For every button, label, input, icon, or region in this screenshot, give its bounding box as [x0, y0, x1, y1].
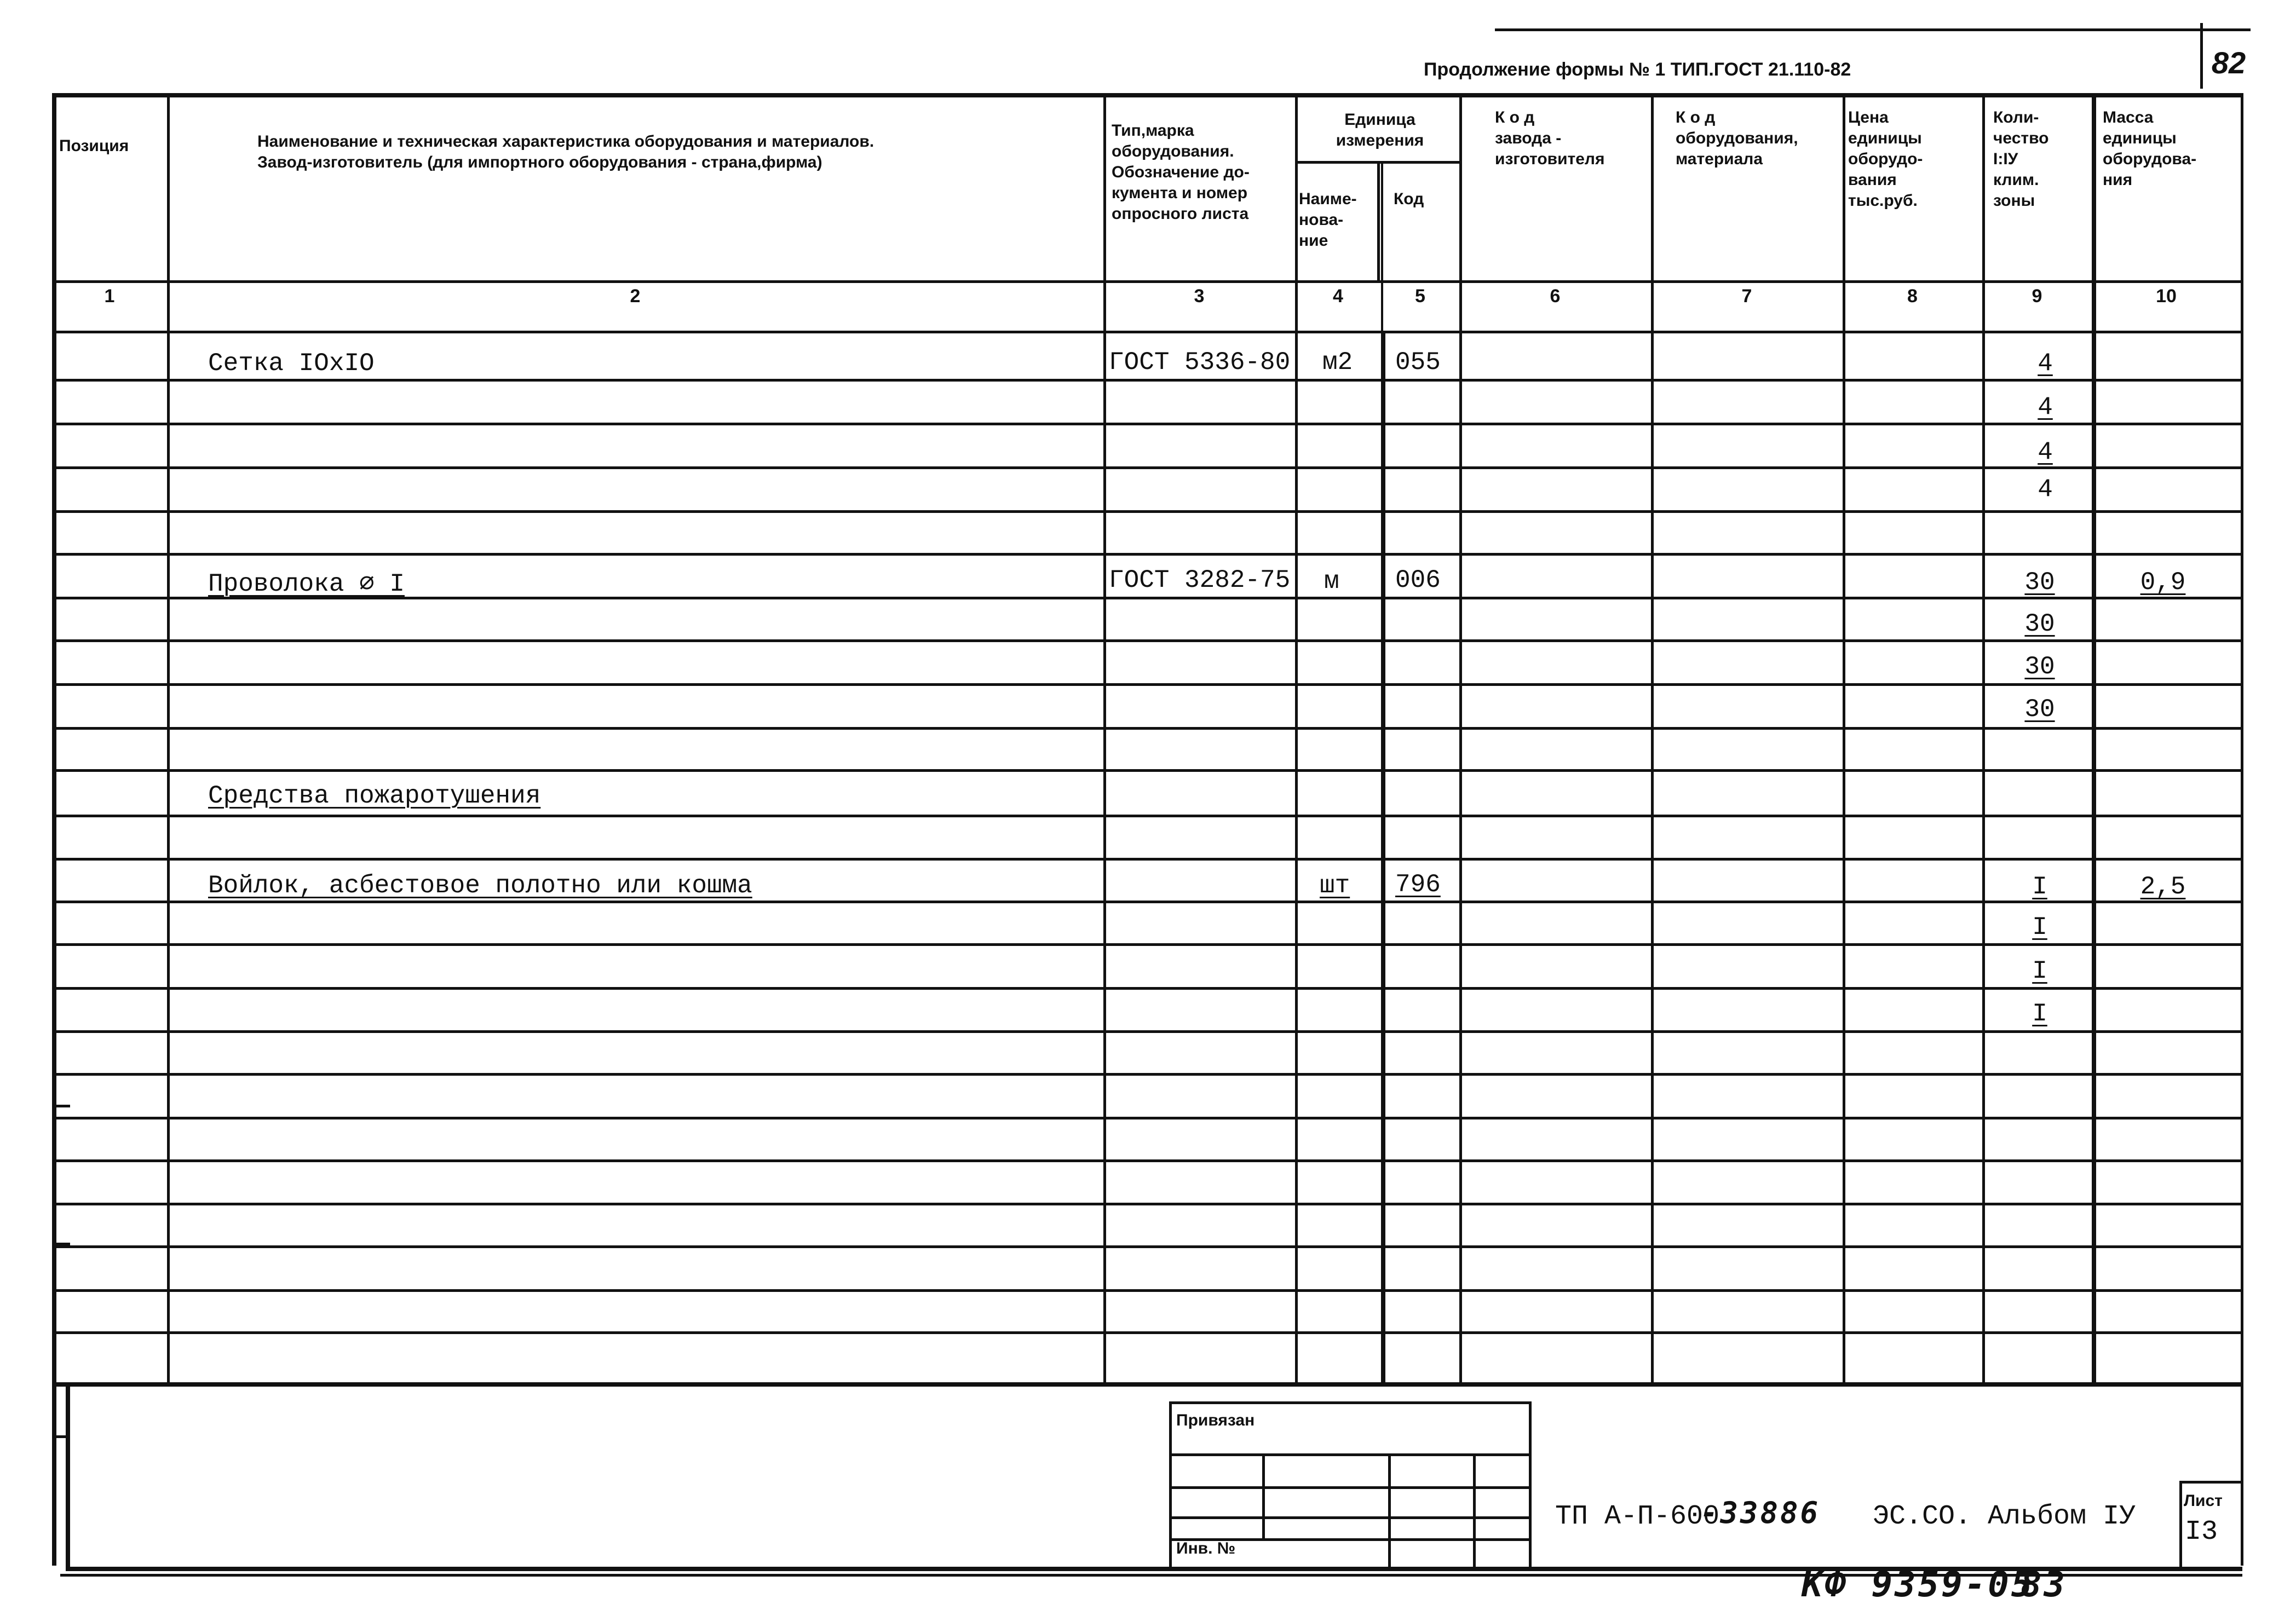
- stamp-rule: [1169, 1516, 1530, 1519]
- stamp-attached-label: Привязан: [1176, 1411, 1255, 1429]
- header-name: Наименование и техническая характеристика оборудования и материалов. Завод-изготовитель (для импортного оборудования - страна,фирма): [257, 132, 874, 171]
- item-quantity: I: [2032, 873, 2047, 901]
- row-line: [52, 1203, 2242, 1205]
- corner-sheet-number: 82: [2211, 45, 2246, 80]
- corner-divider: [2200, 23, 2203, 89]
- header-factory-code: К о д завода - изготовителя: [1495, 108, 1605, 168]
- item-name: Войлок, асбестовое полотно или кошма: [208, 872, 752, 900]
- header-type: Тип,марка оборудования. Обозначение до- кумента и номер опросного листа: [1112, 122, 1250, 223]
- sheet-number: I3: [2185, 1516, 2218, 1548]
- column-number: 2: [630, 286, 641, 307]
- row-line: [52, 423, 2242, 425]
- row-line: [52, 815, 2242, 817]
- sheet-label: Лист: [2184, 1492, 2223, 1510]
- header-material-code: К о д оборудования, материала: [1676, 108, 1798, 168]
- row-line: [52, 683, 2242, 686]
- column-number: 1: [104, 286, 115, 307]
- header-unit-mass: Масса единицы оборудова- ния: [2103, 108, 2197, 189]
- item-quantity: 4: [2038, 349, 2053, 378]
- row-line: [52, 1331, 2242, 1334]
- header-bottom-rule: [52, 280, 2242, 283]
- row-line: [52, 1117, 2242, 1119]
- margin-tick: [55, 1105, 70, 1107]
- form-continuation-title: Продолжение формы № 1 ТИП.ГОСТ 21.110-82: [1424, 59, 1851, 80]
- table-left-border: [52, 93, 56, 1566]
- column-number: 4: [1333, 286, 1343, 307]
- item-quantity: I: [2032, 957, 2047, 985]
- stamp-col: [1262, 1453, 1265, 1538]
- item-unit-code: 796: [1395, 870, 1441, 899]
- row-line: [52, 639, 2242, 642]
- row-line: [52, 1030, 2242, 1033]
- item-document: ГОСТ 5336-80: [1109, 348, 1291, 377]
- item-document: ГОСТ 3282-75: [1109, 566, 1291, 595]
- stamp-rule: [1169, 1453, 1530, 1456]
- project-code-handwritten: -33886: [1700, 1496, 1821, 1530]
- stamp-col: [1388, 1453, 1391, 1568]
- row-line: [52, 553, 2242, 556]
- item-mass: 2,5: [2140, 873, 2186, 901]
- row-line: [52, 1289, 2242, 1292]
- row-line: [52, 727, 2242, 730]
- item-unit: м2: [1322, 348, 1353, 377]
- row-line: [52, 1245, 2242, 1248]
- column-number: 10: [2156, 286, 2177, 307]
- stamp-inventory-label: Инв. №: [1176, 1539, 1236, 1557]
- archive-number: КФ 9359-05: [1802, 1565, 2035, 1605]
- stamp-left: [1169, 1401, 1172, 1568]
- row-line: [52, 510, 2242, 513]
- column-number: 8: [1907, 286, 1918, 307]
- item-quantity: 4: [2038, 438, 2053, 466]
- top-rule: [1495, 28, 2251, 31]
- item-name: Проволока ∅ I: [208, 570, 405, 598]
- column-number: 7: [1741, 286, 1752, 307]
- stamp-rule: [1169, 1486, 1530, 1489]
- column-number: 5: [1415, 286, 1425, 307]
- header-quantity: Коли- чество I:IУ клим. зоны: [1993, 108, 2049, 210]
- column-number: 9: [2032, 286, 2042, 307]
- album-designation: ЭС.СО. Альбом IУ: [1873, 1501, 2136, 1532]
- margin-tick: [55, 1435, 70, 1438]
- item-name: Сетка IOxIO: [208, 349, 375, 378]
- row-line: [52, 379, 2242, 382]
- table-top-border: [52, 93, 2242, 97]
- page-number: 83: [2021, 1565, 2068, 1605]
- project-code: ТП А-П-600: [1555, 1501, 1720, 1532]
- stamp-right: [1529, 1401, 1532, 1568]
- row-line: [52, 1073, 2242, 1076]
- unit-subcol-divider: [1377, 161, 1380, 280]
- stamp-top: [1169, 1401, 1530, 1404]
- row-line: [52, 466, 2242, 469]
- item-quantity: I: [2032, 913, 2047, 942]
- item-quantity: 30: [2024, 568, 2055, 597]
- item-quantity: 30: [2024, 610, 2055, 638]
- table-right-border: [2241, 93, 2243, 1566]
- column-number: 3: [1194, 286, 1205, 307]
- item-quantity: 4: [2038, 475, 2053, 504]
- item-unit-code: 006: [1395, 566, 1441, 595]
- table-bottom-border: [52, 1382, 2242, 1387]
- item-quantity: 30: [2024, 653, 2055, 681]
- column-number-rule: [52, 331, 2242, 333]
- row-line: [52, 1159, 2242, 1162]
- stamp-col: [1473, 1453, 1476, 1568]
- margin-tick: [55, 1243, 70, 1245]
- bottom-frame-left: [66, 1382, 70, 1568]
- item-unit: м: [1324, 567, 1339, 596]
- item-quantity: I: [2032, 1000, 2047, 1028]
- header-unit-code: Код: [1394, 190, 1424, 208]
- row-line: [52, 858, 2242, 861]
- header-unit-price: Цена единицы оборудо- вания тыс.руб.: [1848, 108, 1923, 210]
- row-line: [52, 901, 2242, 903]
- row-line: [52, 769, 2242, 772]
- sheet-box-top: [2179, 1481, 2242, 1484]
- section-heading: Средства пожаротушения: [208, 782, 541, 810]
- item-mass: 0,9: [2140, 568, 2186, 597]
- column-number: 6: [1550, 286, 1561, 307]
- header-unit-name: Наиме- нова- ние: [1299, 190, 1357, 250]
- sheet-box-left: [2179, 1481, 2182, 1568]
- row-line: [52, 987, 2242, 990]
- item-unit-code: 055: [1395, 348, 1441, 377]
- item-quantity: 30: [2024, 695, 2055, 724]
- row-line: [52, 943, 2242, 946]
- header-unit: Единица измерения: [1336, 111, 1424, 149]
- item-unit: шт: [1320, 872, 1350, 900]
- item-quantity: 4: [2038, 393, 2053, 422]
- header-position: Позиция: [59, 137, 129, 155]
